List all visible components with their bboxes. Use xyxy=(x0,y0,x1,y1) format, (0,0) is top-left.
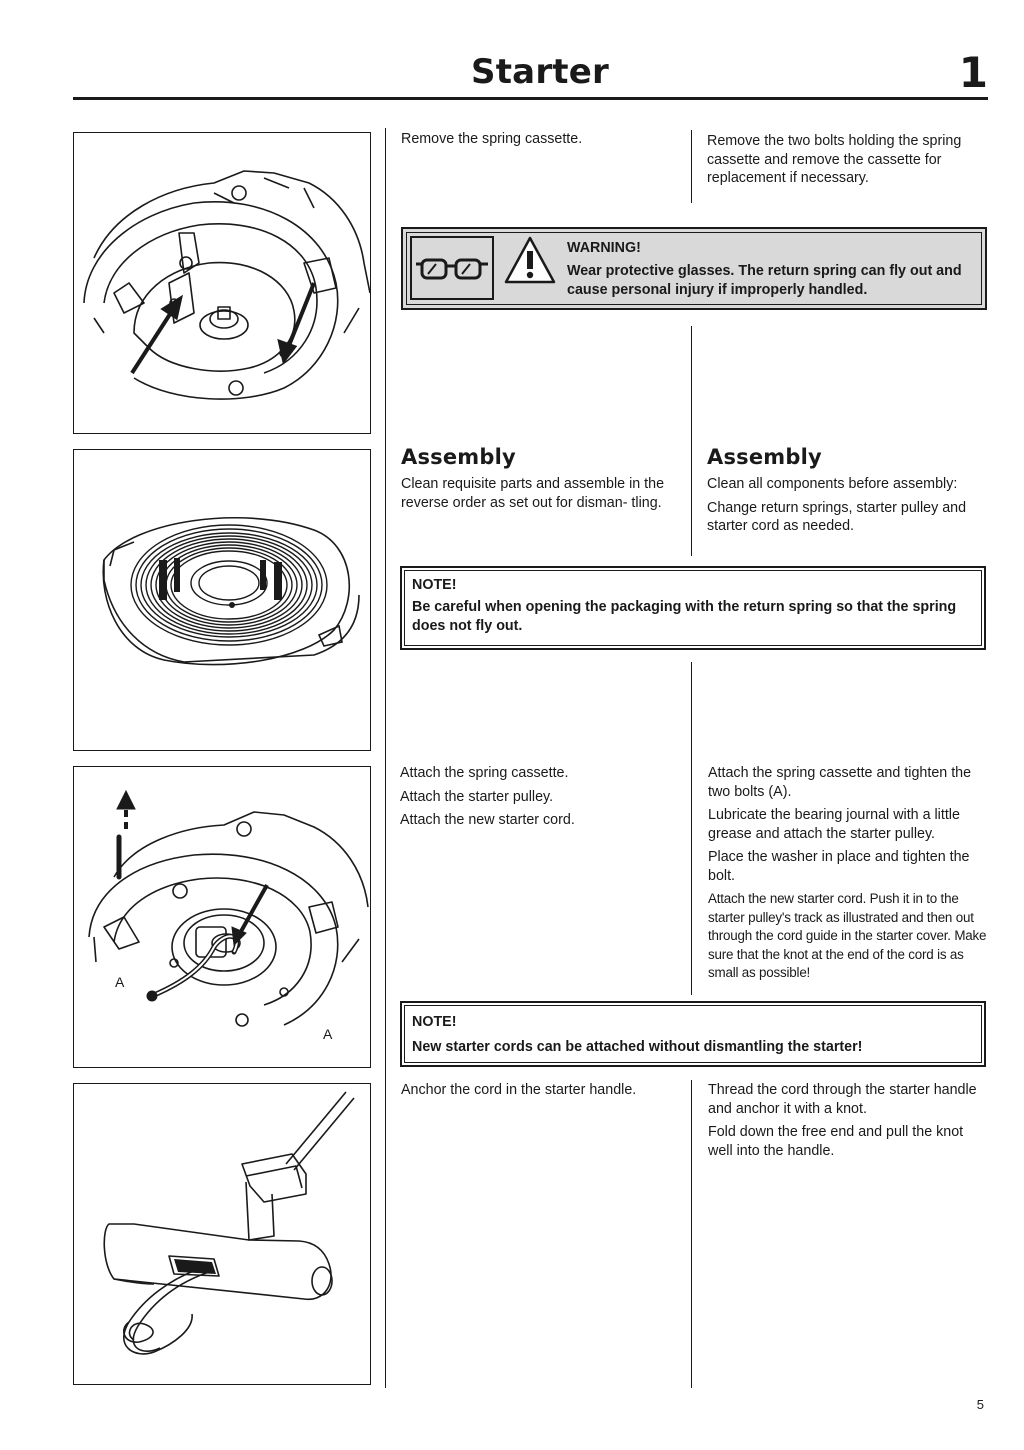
instruction-attach-pulley: Attach the starter pulley. xyxy=(400,788,554,805)
column-divider-mid-1 xyxy=(691,130,692,203)
figure-remove-spring-cassette xyxy=(73,132,371,434)
s2-right xyxy=(707,445,989,541)
warning-heading: WARNING! xyxy=(567,240,641,256)
s4-left-text xyxy=(401,1081,681,1105)
s3-right-text xyxy=(708,764,990,988)
figure-attach-starter-parts xyxy=(73,766,371,1068)
instruction-attach-cord: Attach the new starter cord. xyxy=(400,812,575,828)
bolt-label-a-right: A xyxy=(323,1026,333,1042)
assembly-heading-left: Assembly xyxy=(401,445,516,469)
instruction-remove-bolts: Remove the two bolts holding the spring cassette and remove the cassette for replacement if necessary. xyxy=(707,133,962,186)
note2-heading: NOTE! xyxy=(412,1014,457,1030)
instruction-tighten-bolts: Attach the spring cassette and tighten the two bolts (A). xyxy=(708,765,972,800)
s3-left-text xyxy=(400,764,680,835)
note-box-spring xyxy=(400,566,986,650)
s4-right-text xyxy=(708,1081,990,1165)
column-divider-mid-2 xyxy=(691,326,692,556)
note2-text: New starter cords can be attached without dismantling the starter! xyxy=(412,1039,863,1055)
instruction-washer: Place the washer in place and tighten the bolt. xyxy=(708,849,970,884)
instruction-lubricate: Lubricate the bearing journal with a little grease and attach the starter pulley. xyxy=(708,807,960,842)
note-text: Be careful when opening the packaging with the return spring so that the spring does not fly out. xyxy=(412,599,957,634)
note-heading: NOTE! xyxy=(412,577,457,593)
starter-handle-illustration xyxy=(74,1084,370,1384)
return-spring-illustration xyxy=(74,450,370,750)
warning-triangle-icon xyxy=(504,235,556,285)
glasses-icon-frame xyxy=(410,236,494,300)
figure-return-spring xyxy=(73,449,371,751)
assembly-text-right-2: Change return springs, starter pulley and starter cord as needed. xyxy=(707,499,967,534)
starter-housing-illustration xyxy=(74,133,370,433)
s2-left xyxy=(401,445,681,517)
page-title: Starter xyxy=(471,52,609,92)
instruction-new-cord: Attach the new starter cord. Push it in to the starter pulley's track as illustrated and then out through the cord guide in the starter cover. Make sure that the knot at the end of the cord is as small as possible! xyxy=(708,891,987,980)
header-rule xyxy=(73,97,988,100)
instruction-attach-cassette: Attach the spring cassette. xyxy=(400,765,569,781)
warning-box xyxy=(401,227,987,310)
protective-glasses-icon xyxy=(412,238,492,298)
s1-right-text xyxy=(707,132,987,193)
assembly-heading-right: Assembly xyxy=(707,445,822,469)
chapter-number: 1 xyxy=(958,48,988,97)
figure-starter-handle xyxy=(73,1083,371,1385)
assembly-text-right-1: Clean all components before assembly: xyxy=(707,476,958,492)
column-divider-left xyxy=(385,128,386,1388)
s1-left-text xyxy=(401,130,681,154)
instruction-thread-cord: Thread the cord through the starter handle and anchor it with a knot. xyxy=(708,1082,977,1117)
warning-text: Wear protective glasses. The return spring can fly out and cause personal injury if improperly handled. xyxy=(567,263,962,298)
column-divider-mid-4 xyxy=(691,1080,692,1388)
instruction-remove-cassette: Remove the spring cassette. xyxy=(401,131,583,147)
instruction-fold-knot: Fold down the free end and pull the knot well into the handle. xyxy=(708,1124,964,1159)
note-box-cords xyxy=(400,1001,986,1067)
instruction-anchor-cord: Anchor the cord in the starter handle. xyxy=(401,1082,637,1098)
starter-assembly-illustration xyxy=(74,767,370,1067)
page-number: 5 xyxy=(976,1397,984,1412)
bolt-label-a-left: A xyxy=(115,974,125,990)
column-divider-mid-3 xyxy=(691,662,692,995)
assembly-text-left: Clean requisite parts and assemble in the reverse order as set out for disman- tling. xyxy=(401,476,665,511)
